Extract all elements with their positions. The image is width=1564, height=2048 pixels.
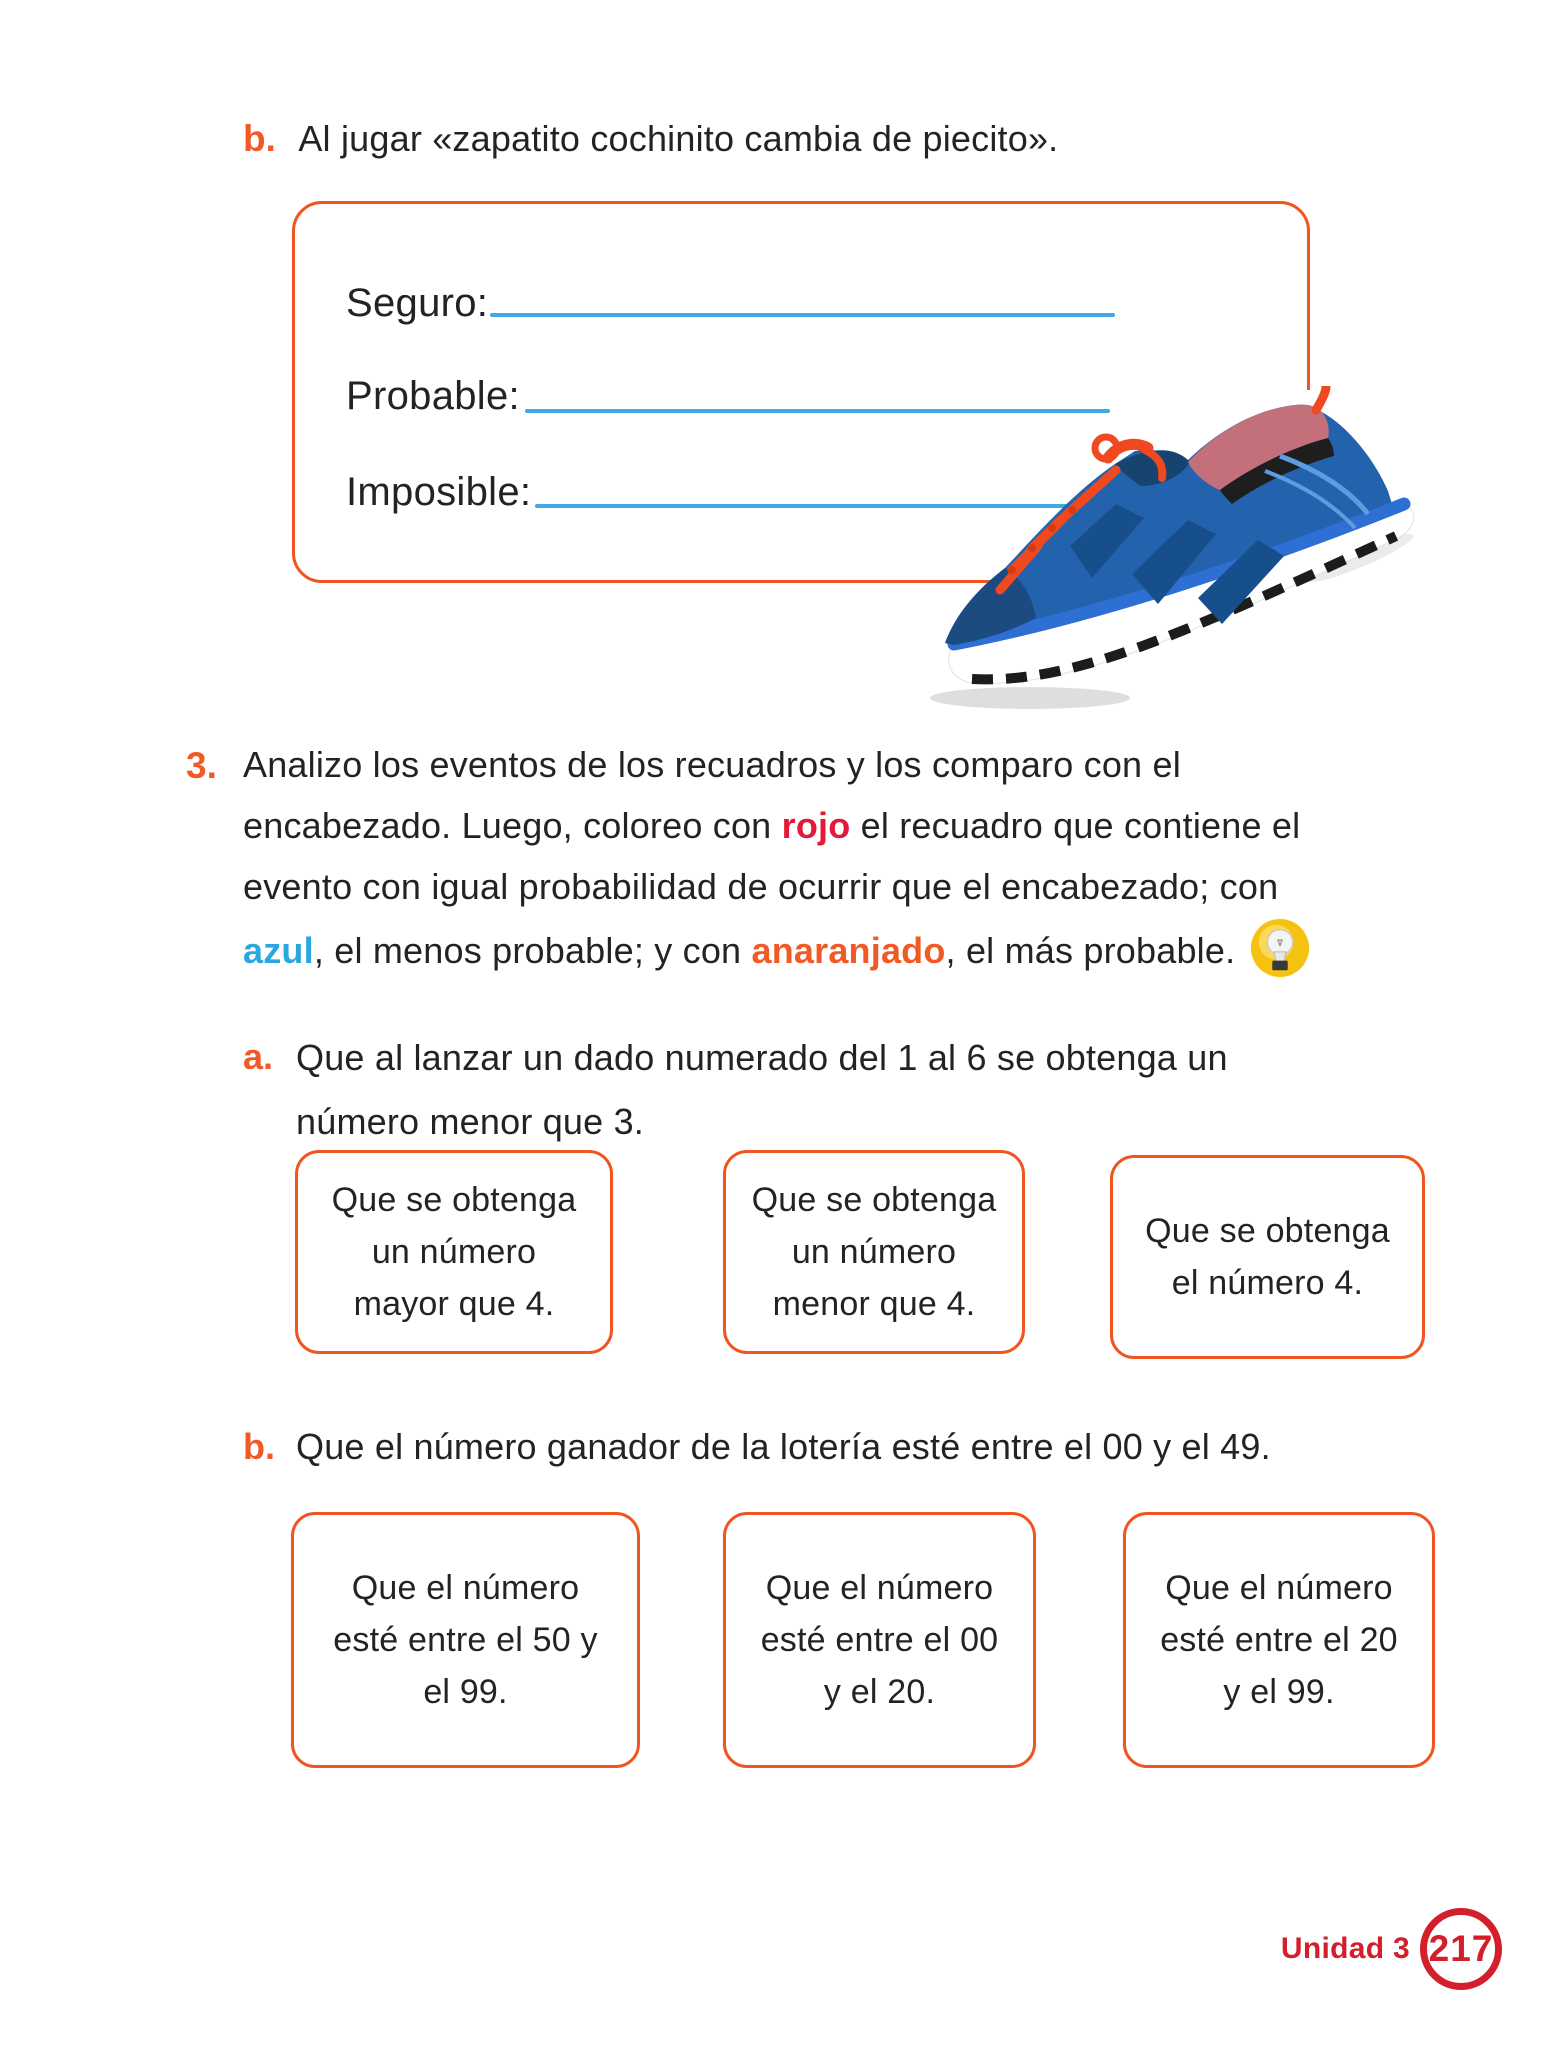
item-b2-marker: b. <box>243 1426 275 1467</box>
write-line-seguro[interactable] <box>490 313 1115 317</box>
option-b1-line: esté entre el 50 y <box>333 1621 598 1659</box>
item-b-intro <box>243 108 1058 169</box>
option-box-b1[interactable] <box>291 1512 640 1768</box>
section3-line4: azul, el menos probable; y con anaranjado, el más probable. <box>243 917 1373 981</box>
page-number-badge <box>1420 1908 1502 1990</box>
section3-line2: encabezado. Luego, coloreo con rojo el recuadro que contiene el <box>243 805 1301 846</box>
option-b1-line: el 99. <box>423 1673 508 1711</box>
option-a2-line: Que se obtenga <box>751 1181 997 1219</box>
option-b2-line: y el 20. <box>823 1673 936 1711</box>
item-a-text <box>296 1026 1396 1154</box>
option-a2-line: menor que 4. <box>772 1285 976 1323</box>
footer-unit-label: Unidad 3 <box>1280 1932 1410 1965</box>
option-a3-line: Que se obtenga <box>1145 1212 1390 1250</box>
option-box-a2[interactable] <box>723 1150 1025 1354</box>
item-b-text: Al jugar «zapatito cochinito cambia de piecito». <box>298 118 1059 159</box>
option-b2-line: esté entre el 00 <box>760 1621 999 1659</box>
item-b2-text: Que el número ganador de la lotería esté entre el 00 y el 49. <box>296 1426 1271 1467</box>
word-azul: azul <box>243 930 314 971</box>
section3-line1: Analizo los eventos de los recuadros y los comparo con el <box>243 744 1181 785</box>
item-a-line2: número menor que 3. <box>296 1101 644 1142</box>
option-box-a3[interactable] <box>1110 1155 1425 1359</box>
item-a-line1: Que al lanzar un dado numerado del 1 al 6 se obtenga un <box>296 1037 1228 1078</box>
option-b3-line: Que el número <box>1165 1569 1393 1607</box>
section3-line3: evento con igual probabilidad de ocurrir que el encabezado; con <box>243 866 1279 907</box>
option-box-b3[interactable] <box>1123 1512 1435 1768</box>
section3-marker: 3. <box>186 745 217 786</box>
option-a1-line: un número <box>371 1233 537 1271</box>
option-a1-line: Que se obtenga <box>331 1181 577 1219</box>
option-b3-line: y el 99. <box>1223 1673 1335 1711</box>
section3-paragraph <box>243 734 1373 981</box>
word-anaranjado: anaranjado <box>751 930 946 971</box>
field-label-imposible: Imposible: <box>346 470 532 514</box>
field-label-seguro: Seguro: <box>346 281 489 325</box>
option-b3-line: esté entre el 20 <box>1160 1621 1398 1659</box>
page-number: 217 <box>1428 1928 1494 1969</box>
option-b1-line: Que el número <box>351 1569 580 1607</box>
option-b2-line: Que el número <box>765 1569 994 1607</box>
option-box-b2[interactable] <box>723 1512 1036 1768</box>
shoe-photo <box>920 386 1460 720</box>
item-b-marker: b. <box>243 118 276 159</box>
lightbulb-icon <box>1249 917 1311 979</box>
field-label-probable: Probable: <box>346 374 520 418</box>
shoe-image <box>920 386 1460 720</box>
option-box-a1[interactable] <box>295 1150 613 1354</box>
option-a2-line: un número <box>791 1233 957 1271</box>
option-a3-line: el número 4. <box>1171 1264 1364 1302</box>
option-a1-line: mayor que 4. <box>353 1285 555 1323</box>
item-a-marker: a. <box>243 1036 274 1077</box>
word-rojo: rojo <box>781 805 851 846</box>
